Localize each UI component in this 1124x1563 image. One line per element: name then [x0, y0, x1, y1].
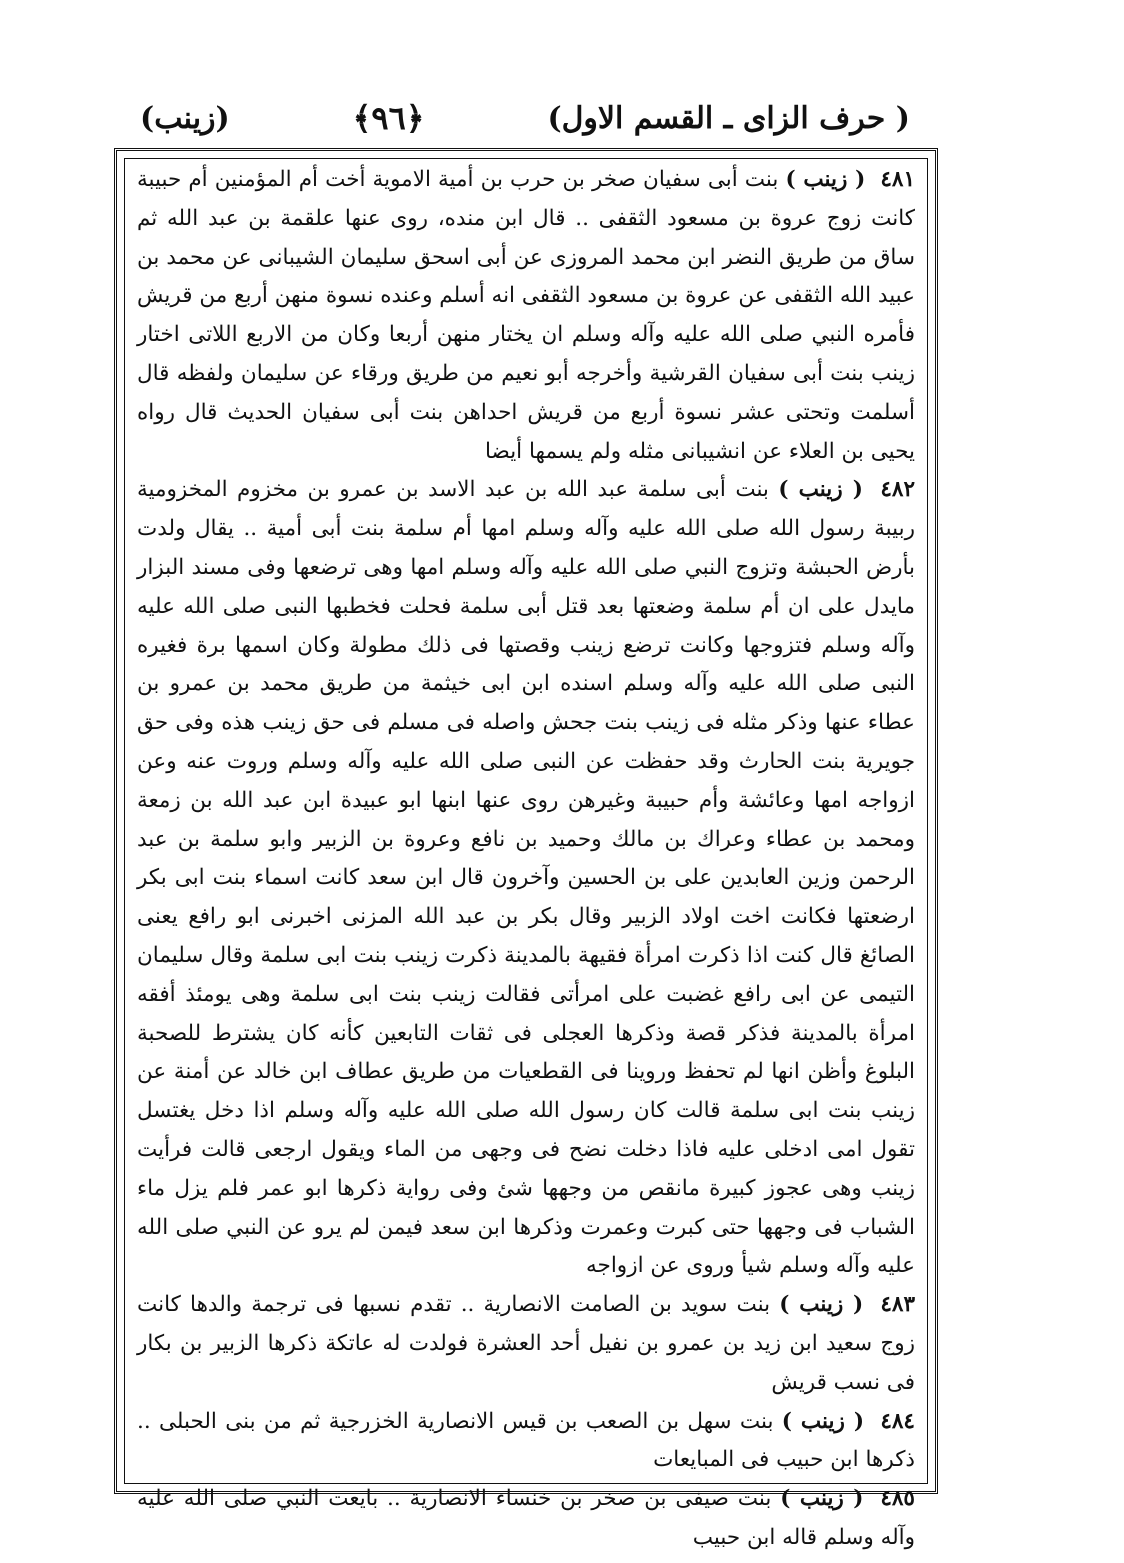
page-number: ﴿٩٦﴾ [352, 99, 425, 137]
entry-name: ( زينب ) [778, 477, 863, 503]
entry-text: بنت أبى سفيان صخر بن حرب بن أمية الاموية أخت أم المؤمنين أم حبيبة كانت زوج عروة بن مسعود الثقفى .. قال ابن منده، روى عنها علقمة بن عبد الله ثم ساق من طريق النضر ابن محمد المروزى عن أبى اسحق سليمان الشيبانى عن محمد بن عبيد الله الثقفى عن عروة بن مسعود الثقفى انه أسلم وعنده نسوة منهن أربع من قريش فأمره النبي صلى الله عليه وآله وسلم ان يختار منهن أربعا وكان من الاربع اللاتى اختار زينب بنت أبى سفيان القرشية وأخرجه أبو نعيم من طريق ورقاء عن سليمان ولفظه قال أسلمت وتحتى عشر نسوة أربع من قريش احداهن بنت أبى سفيان الحديث قال رواه يحيى بن العلاء عن انشيبانى مثله ولم يسمها أيضا [137, 167, 915, 464]
entry-482 [137, 471, 915, 1286]
entry-name: ( زينب ) [781, 1408, 865, 1434]
page-header [140, 96, 910, 140]
entry-number: ٤٨٢ [880, 477, 915, 503]
entry-483 [137, 1286, 915, 1402]
entry-number: ٤٨٣ [880, 1292, 915, 1318]
entry-text: بنت سويد بن الصامت الانصارية .. تقدم نسبها فى ترجمة والدها كانت زوج سعيد ابن زيد بن عمرو بن نفيل أحد العشرة فولدت له عاتكة ذكرها الزبير بن بكار فى نسب قريش [137, 1292, 915, 1395]
text-frame [114, 148, 938, 1550]
running-head: (زينب) [140, 100, 230, 136]
entry-485 [137, 1480, 915, 1558]
entry-text: بنت أبى سلمة عبد الله بن عبد الاسد بن عمرو بن مخزوم المخزومية ربيبة رسول الله صلى الله عليه وآله وسلم امها أم سلمة بنت أبى أمية .. يقال ولدت بأرض الحبشة وتزوج النبي صلى الله عليه وآله وسلم امها وهى ترضعها وفى مسند البزار مايدل على ان أم سلمة وضعتها بعد قتل أبى سلمة فحلت فخطبها النبى صلى الله عليه وآله وسلم فتزوجها وكانت ترضع زينب وقصتها فى ذلك مطولة وكان اسمها برة فغيره النبى صلى الله عليه وآله وسلم اسنده ابن ابى خيثمة من طريق محمد بن عمرو بن عطاء عنها وذكر مثله فى زينب بنت جحش واصله فى مسلم فى حق زينب هذه وفى حق جويرية بنت الحارث وقد حفظت عن النبى صلى الله عليه وآله وسلم وروت عنه وعن ازواجه امها وعائشة وأم حبيبة وغيرهن روى عنها ابنها ابو عبيدة ابن عبد الله بن زمعة ومحمد بن عطاء وعراك بن مالك وحميد بن نافع وعروة بن الزبير وابو سلمة بن عبد الرحمن وزين العابدين على بن الحسين وآخرون قال ابن سعد كانت اسماء بنت ابى بكر ارضعتها فكانت اخت اولاد الزبير وقال بكر بن عبد الله المزنى اخبرنى ابو رافع يعنى الصائغ قال كنت اذا ذكرت امرأة فقيهة بالمدينة ذكرت زينب بنت ابى سلمة وقال سليمان التيمى عن ابى رافع غضبت على امرأتى فقالت زينب بنت ابى سلمة وهى يومئذ أفقه امرأة بالمدينة فذكر قصة وذكرها العجلى فى ثقات التابعين كأنه كان يشترط للصحبة البلوغ وأظن انها لم تحفظ وروينا فى القطعيات من طريق عطاف ابن خالد عن أمنة عن زينب بنت ابى سلمة قالت كان رسول الله صلى الله عليه وآله وسلم اذا دخل يغتسل تقول امى ادخلى عليه فاذا دخلت نضح فى وجهى من الماء ويقول ارجعى قالت فرأيت زينب وهى عجوز كبيرة مانقص من وجهها شئ وفى رواية ذكرها ابو عمر فلم يزل ماء الشباب فى وجهها حتى كبرت وعمرت وذكرها ابن سعد فيمن لم يرو عن النبي صلى الله عليه وآله وسلم شيأ وروى عن ازواجه [137, 477, 915, 1279]
entry-484 [137, 1403, 915, 1481]
entry-text: بنت صيفى بن صخر بن خنساء الانصارية .. بايعت النبي صلى الله عليه وآله وسلم قاله ابن حبيب [137, 1486, 915, 1550]
entry-text: بنت سهل بن الصعب بن قيس الانصارية الخزرجية ثم من بنى الحبلى .. ذكرها ابن حبيب فى المبايعات [137, 1408, 915, 1473]
entry-number: ٤٨٥ [880, 1486, 915, 1512]
entry-name: ( زينب ) [779, 1292, 864, 1318]
entry-number: ٤٨١ [880, 167, 915, 192]
entry-name: ( زينب ) [780, 1486, 864, 1512]
entry-name: ( زينب ) [785, 167, 866, 192]
entries-body [137, 161, 915, 1550]
section-title: ( حرف الزاى ـ القسم الاول) [547, 100, 910, 136]
entry-481 [137, 161, 915, 471]
entry-number: ٤٨٤ [880, 1408, 915, 1434]
